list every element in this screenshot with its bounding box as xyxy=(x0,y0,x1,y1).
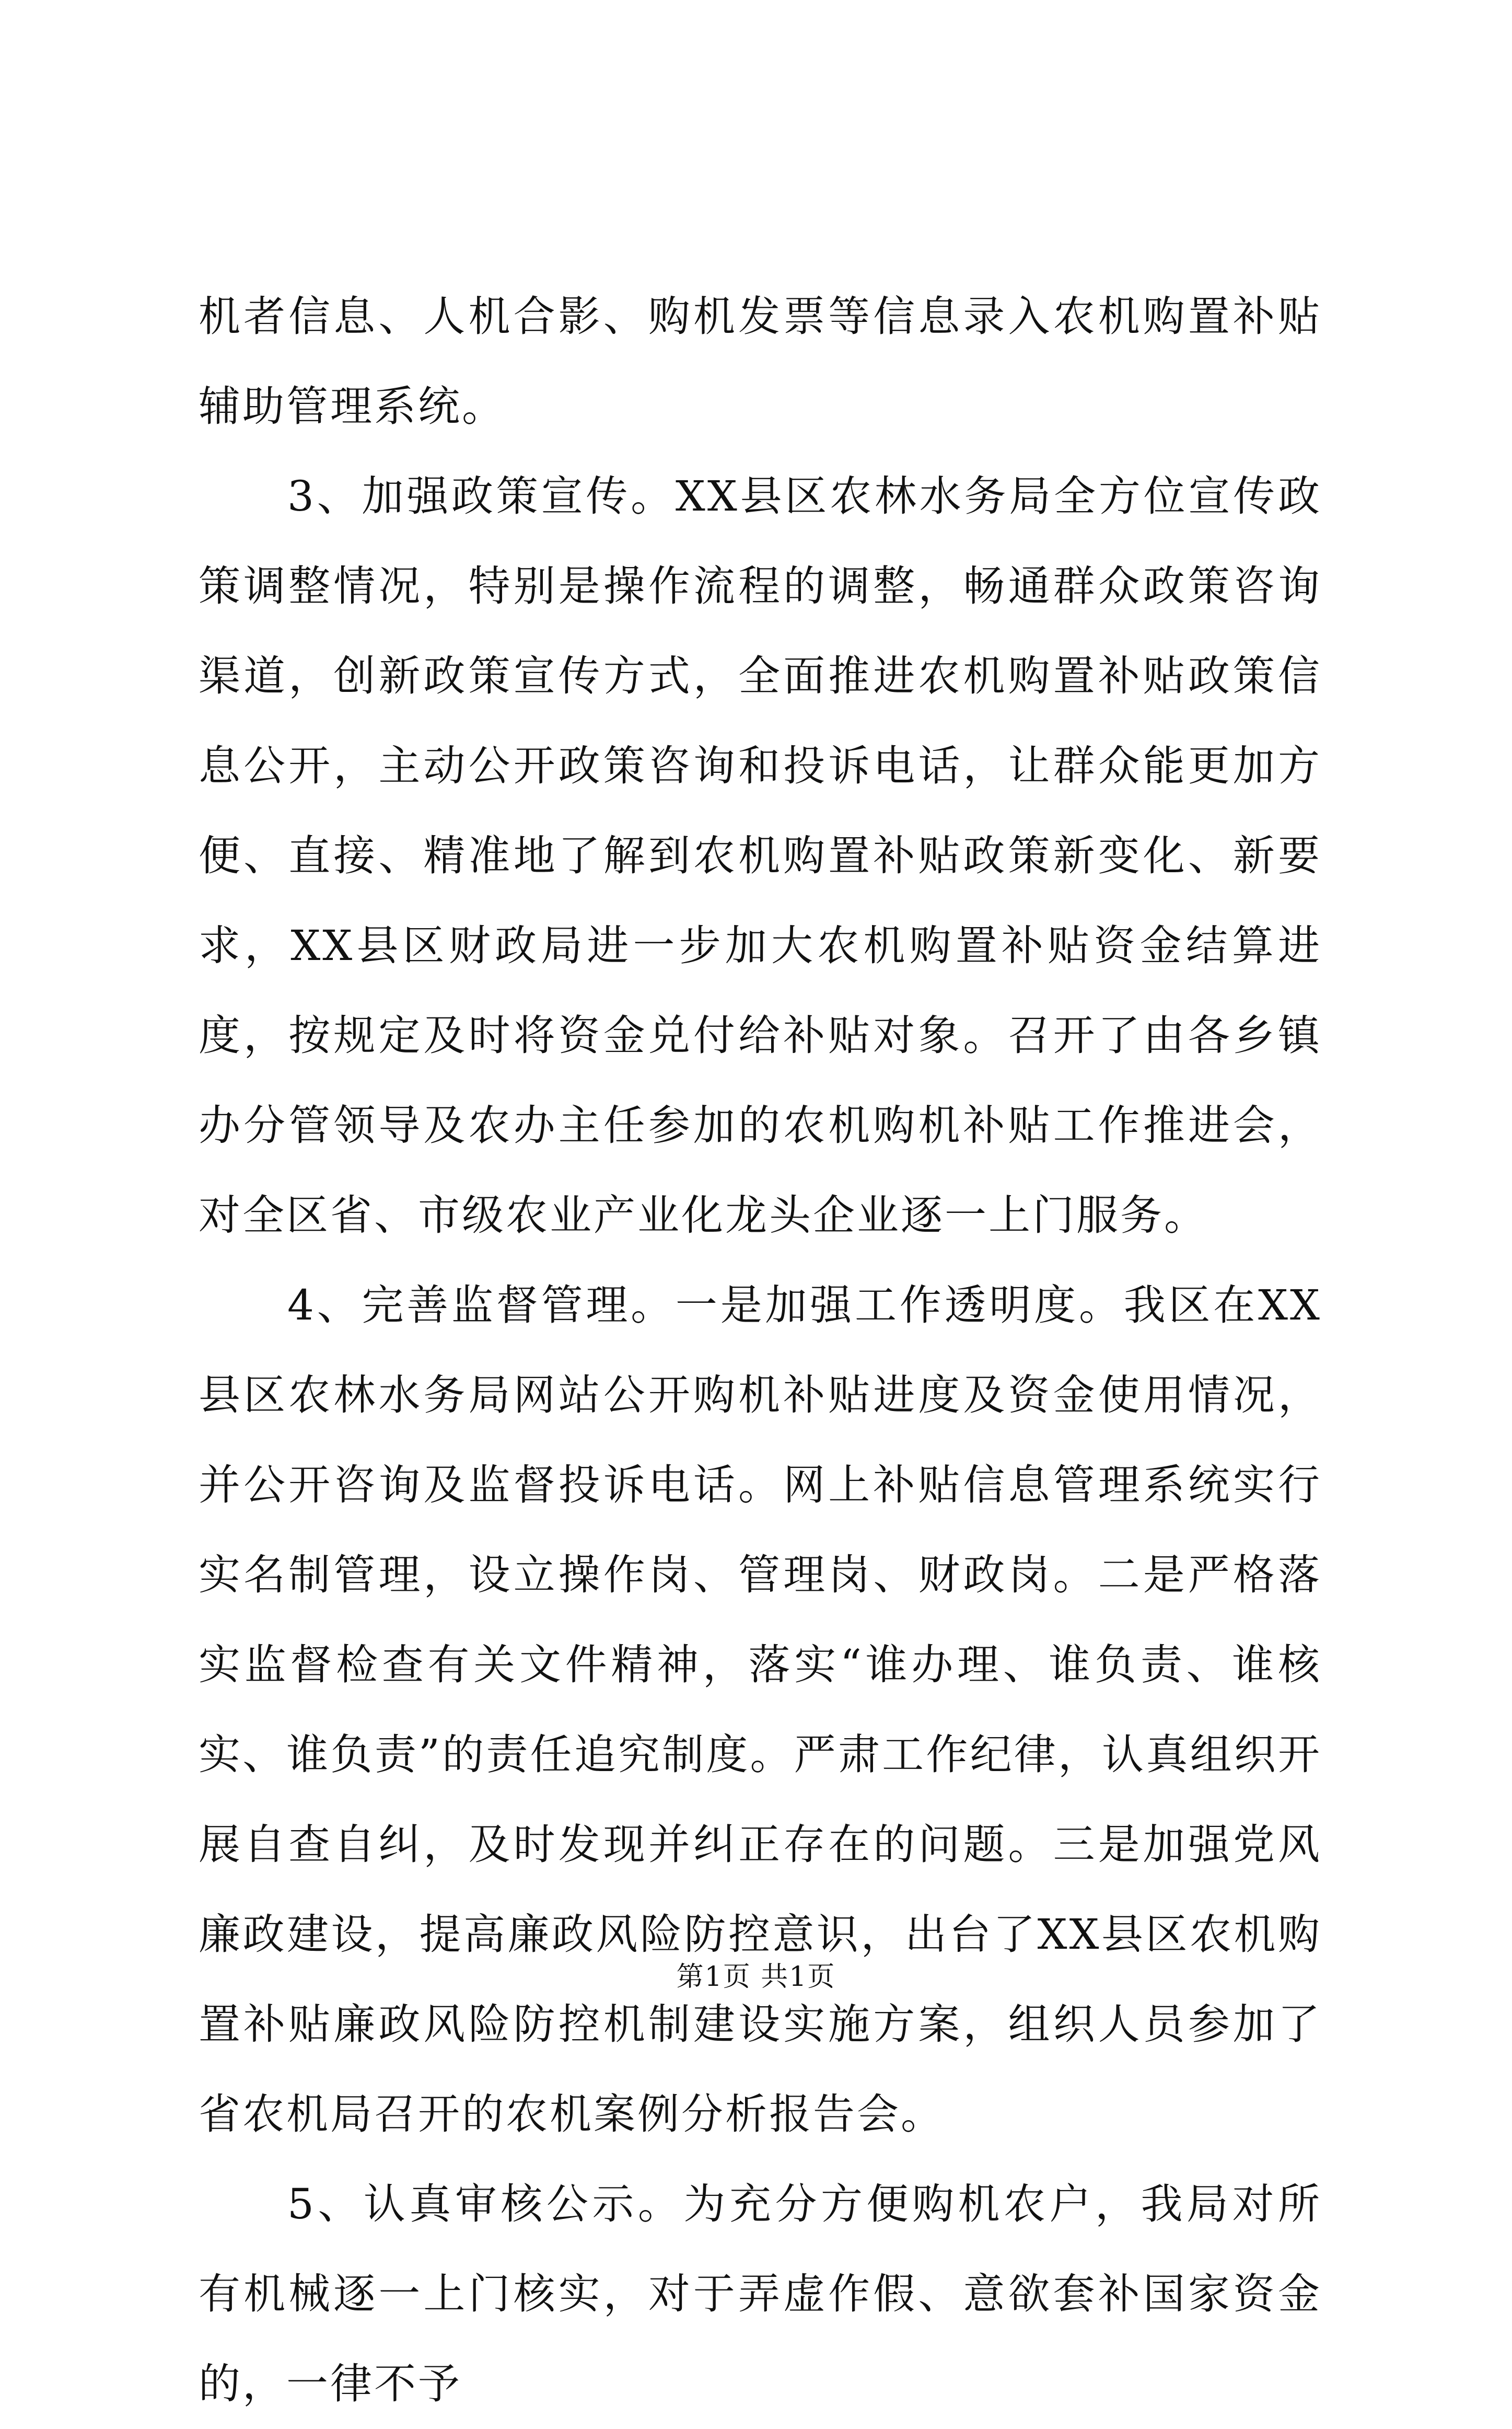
document-body xyxy=(199,272,1322,2429)
page-footer: 第1页 共1页 xyxy=(676,1961,836,1993)
paragraph-review-publicity: 5、认真审核公示。为充分方便购机农户，我局对所有机械逐一上门核实，对于弄虚作假、意欲套补国家资金的，一律不予 xyxy=(199,2180,1322,2408)
paragraph-continuation: 机者信息、人机合影、购机发票等信息录入农机购置补贴辅助管理系统。 xyxy=(199,292,1322,431)
paragraph-supervision-management: 4、完善监督管理。一是加强工作透明度。我区在XX县区农林水务局网站公开购机补贴进度及资金使用情况，并公开咨询及监督投诉电话。网上补贴信息管理系统实行实名制管理，设立操作岗、管理岗、财政岗。二是严格落实监督检查有关文件精神，落实“谁办理、谁负责、谁核实、谁负责”的责任追究制度。严肃工作纪律，认真组织开展自查自纠，及时发现并纠正存在的问题。三是加强党风廉政建设，提高廉政风险防控意识，出台了XX县区农机购置补贴廉政风险防控机制建设实施方案，组织人员参加了省农机局召开的农机案例分析报告会。 xyxy=(199,1281,1322,2138)
paragraph-policy-promotion: 3、加强政策宣传。XX县区农林水务局全方位宣传政策调整情况，特别是操作流程的调整，畅通群众政策咨询渠道，创新政策宣传方式，全面推进农机购置补贴政策信息公开，主动公开政策咨询和投诉电话，让群众能更加方便、直接、精准地了解到农机购置补贴政策新变化、新要求，XX县区财政局进一步加大农机购置补贴资金结算进度，按规定及时将资金兑付给补贴对象。召开了由各乡镇办分管领导及农办主任参加的农机购机补贴工作推进会，对全区省、市级农业产业化龙头企业逐一上门服务。 xyxy=(199,472,1322,1240)
